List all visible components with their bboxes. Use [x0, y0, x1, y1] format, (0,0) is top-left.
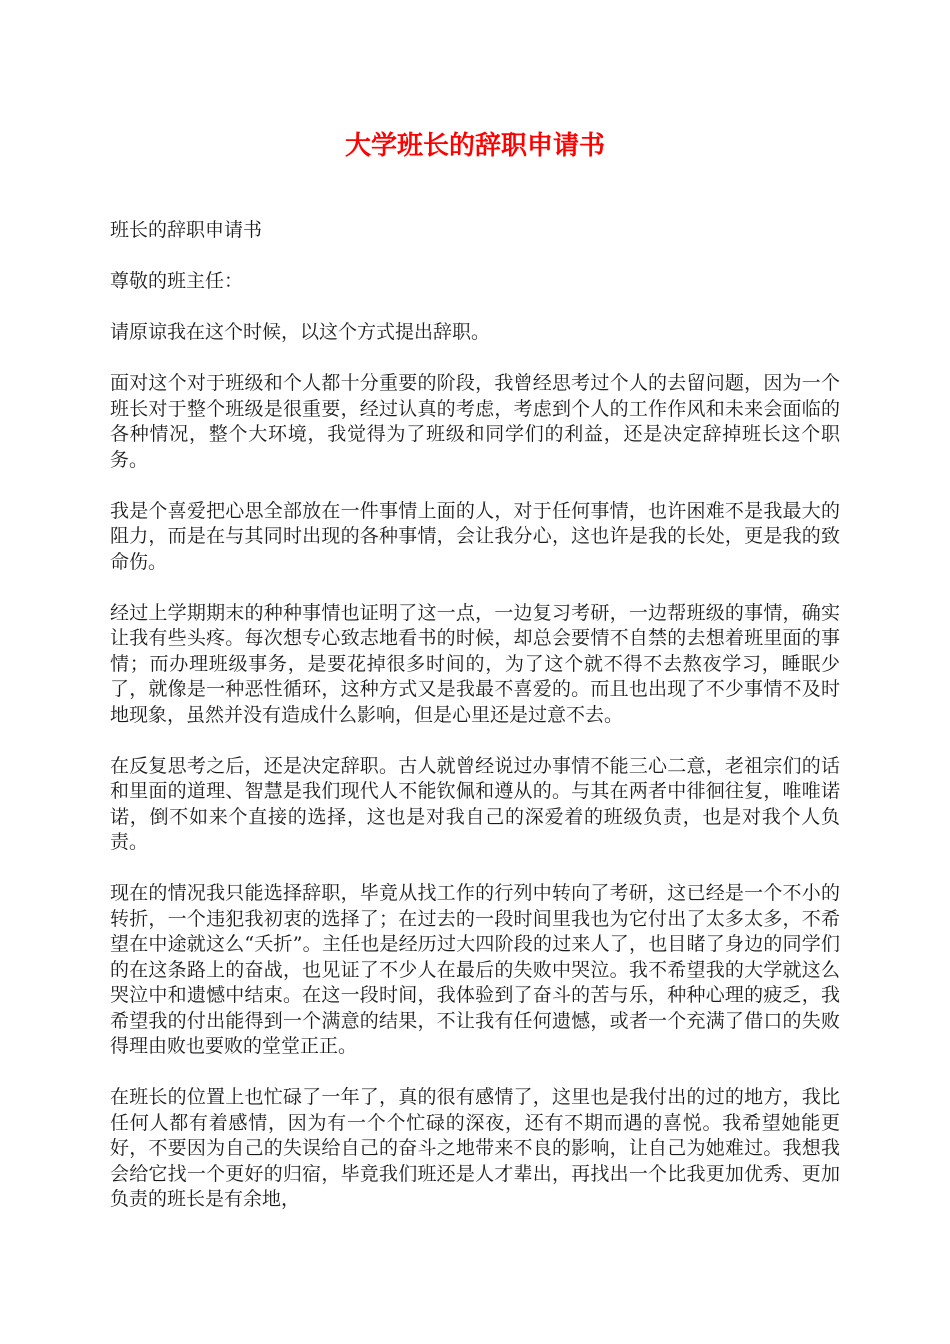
- paragraph: 经过上学期期末的种种事情也证明了这一点，一边复习考研，一边帮班级的事情，确实让我有些头疼。每次想专心致志地看书的时候，却总会要情不自禁的去想着班里面的事情；而办理班级事务，是要花掉很多时间的，为了这个就不得不去熬夜学习，睡眠少了，就像是一种恶性循环，这种方式又是我最不喜爱的。而且也出现了不少事情不及时地现象，虽然并没有造成什么影响，但是心里还是过意不去。: [110, 601, 840, 726]
- paragraph-subject: 班长的辞职申请书: [110, 219, 263, 241]
- paragraph: 在班长的位置上也忙碌了一年了，真的很有感情了，这里也是我付出的过的地方，我比任何人都有着感情，因为有一个个忙碌的深夜，还有不期而遇的喜悦。我希望她能更好，不要因为自己的失误给自己的奋斗之地带来不良的影响，让自己为她难过。我想我会给它找一个更好的归宿，毕竟我们班还是人才辈出，再找出一个比我更加优秀、更加负责的班长是有余地，: [110, 1086, 840, 1210]
- document-title: 大学班长的辞职申请书: [344, 131, 605, 161]
- paragraph: 现在的情况我只能选择辞职，毕竟从找工作的行列中转向了考研，这已经是一个不小的转折，一个违犯我初衷的选择了；在过去的一段时间里我也为它付出了太多太多，不希望在中途就这么“夭折”。主任也是经历过大四阶段的过来人了，也目睹了身边的同学们的在这条路上的奋战，也见证了不少人在最后的失败中哭泣。我不希望我的大学就这么哭泣中和遗憾中结束。在这一段时间，我体验到了奋斗的苦与乐，种种心理的疲乏，我希望我的付出能得到一个满意的结果，不让我有任何遗憾，或者一个充满了借口的失败得理由败也要败的堂堂正正。: [110, 882, 840, 1057]
- paragraph: 面对这个对于班级和个人都十分重要的阶段，我曾经思考过个人的去留问题，因为一个班长对于整个班级是很重要，经过认真的考虑，考虑到个人的工作作风和未来会面临的各种情况，整个大环境，我觉得为了班级和同学们的利益，还是决定辞掉班长这个职务。: [110, 372, 840, 471]
- paragraph: 我是个喜爱把心思全部放在一件事情上面的人，对于任何事情，也许困难不是我最大的阻力，而是在与其同时出现的各种事情，会让我分心，这也许是我的长处，更是我的致命伤。: [110, 499, 840, 573]
- document-body: [110, 218, 840, 1238]
- paragraph-salutation: 尊敬的班主任：: [110, 270, 244, 292]
- paragraph: 请原谅我在这个时候，以这个方式提出辞职。: [110, 321, 491, 343]
- paragraph: 在反复思考之后，还是决定辞职。古人就曾经说过办事情不能三心二意，老祖宗们的话和里面的道理、智慧是我们现代人不能钦佩和遵从的。与其在两者中徘徊往复，唯唯诺诺，倒不如来个直接的选择，这也是对我自己的深爱着的班级负责，也是对我个人负责。: [110, 754, 840, 853]
